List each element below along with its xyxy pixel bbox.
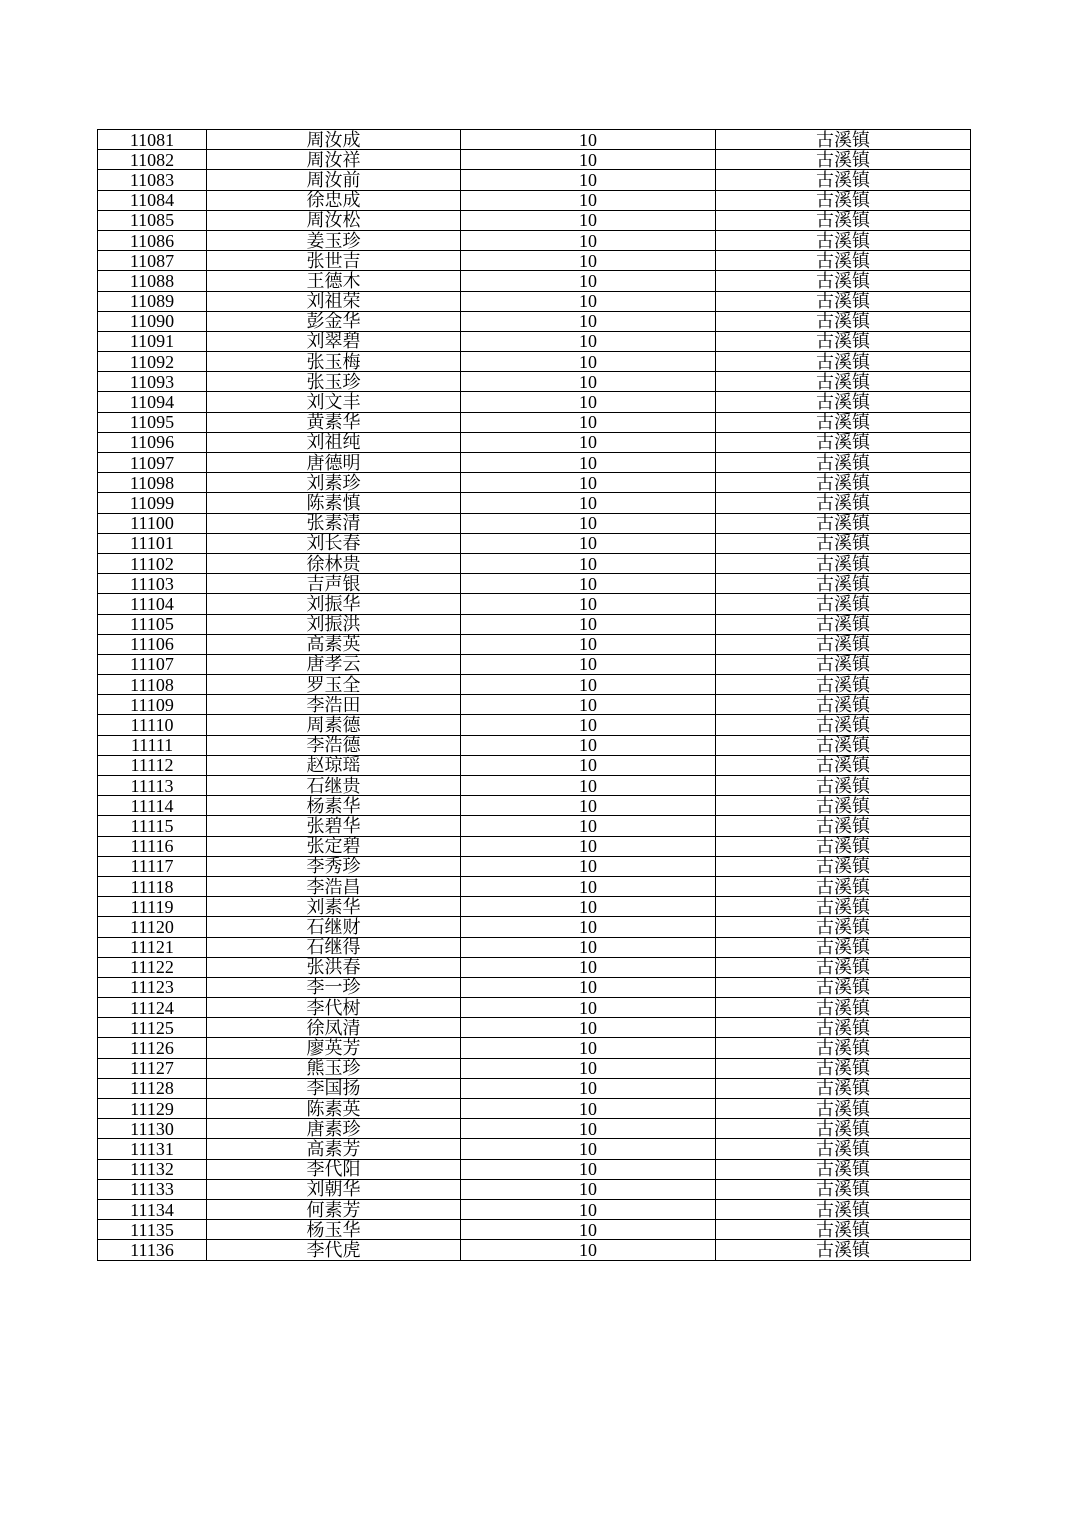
town-cell: 古溪镇 — [716, 1240, 971, 1260]
name-cell: 张世吉 — [207, 251, 461, 271]
town-cell: 古溪镇 — [716, 977, 971, 997]
amount-cell: 10 — [461, 210, 716, 230]
town-cell: 古溪镇 — [716, 796, 971, 816]
town-cell: 古溪镇 — [716, 654, 971, 674]
table-row — [98, 1240, 971, 1260]
town-cell: 古溪镇 — [716, 1199, 971, 1219]
town-cell: 古溪镇 — [716, 876, 971, 896]
name-cell: 刘振华 — [207, 594, 461, 614]
table-row — [98, 1078, 971, 1098]
amount-cell: 10 — [461, 574, 716, 594]
record-number-cell: 11090 — [98, 311, 207, 331]
amount-cell: 10 — [461, 311, 716, 331]
amount-cell: 10 — [461, 776, 716, 796]
amount-cell: 10 — [461, 513, 716, 533]
record-number-cell: 11130 — [98, 1119, 207, 1139]
town-cell: 古溪镇 — [716, 1038, 971, 1058]
record-number-cell: 11128 — [98, 1078, 207, 1098]
record-number-cell: 11106 — [98, 634, 207, 654]
table-row — [98, 735, 971, 755]
table-row — [98, 130, 971, 150]
table-row — [98, 170, 971, 190]
table-row — [98, 453, 971, 473]
table-row — [98, 574, 971, 594]
town-cell: 古溪镇 — [716, 331, 971, 351]
table-row — [98, 1018, 971, 1038]
record-number-cell: 11096 — [98, 432, 207, 452]
town-cell: 古溪镇 — [716, 634, 971, 654]
amount-cell: 10 — [461, 715, 716, 735]
table-row — [98, 493, 971, 513]
amount-cell: 10 — [461, 533, 716, 553]
table-row — [98, 1038, 971, 1058]
amount-cell: 10 — [461, 876, 716, 896]
town-cell: 古溪镇 — [716, 957, 971, 977]
town-cell: 古溪镇 — [716, 816, 971, 836]
record-number-cell: 11086 — [98, 230, 207, 250]
town-cell: 古溪镇 — [716, 291, 971, 311]
name-cell: 唐孝云 — [207, 654, 461, 674]
record-number-cell: 11120 — [98, 917, 207, 937]
town-cell: 古溪镇 — [716, 574, 971, 594]
record-number-cell: 11126 — [98, 1038, 207, 1058]
table-row — [98, 1119, 971, 1139]
table-row — [98, 210, 971, 230]
amount-cell: 10 — [461, 957, 716, 977]
amount-cell: 10 — [461, 331, 716, 351]
amount-cell: 10 — [461, 1018, 716, 1038]
record-number-cell: 11099 — [98, 493, 207, 513]
amount-cell: 10 — [461, 735, 716, 755]
name-cell: 刘朝华 — [207, 1179, 461, 1199]
town-cell: 古溪镇 — [716, 1078, 971, 1098]
table-row — [98, 594, 971, 614]
amount-cell: 10 — [461, 654, 716, 674]
record-number-cell: 11102 — [98, 553, 207, 573]
town-cell: 古溪镇 — [716, 170, 971, 190]
table-row — [98, 614, 971, 634]
town-cell: 古溪镇 — [716, 513, 971, 533]
record-number-cell: 11101 — [98, 533, 207, 553]
table-row — [98, 1058, 971, 1078]
town-cell: 古溪镇 — [716, 1018, 971, 1038]
record-number-cell: 11129 — [98, 1099, 207, 1119]
table-row — [98, 957, 971, 977]
amount-cell: 10 — [461, 675, 716, 695]
name-cell: 石继财 — [207, 917, 461, 937]
name-cell: 刘振洪 — [207, 614, 461, 634]
table-row — [98, 917, 971, 937]
name-cell: 杨玉华 — [207, 1220, 461, 1240]
table-row — [98, 856, 971, 876]
town-cell: 古溪镇 — [716, 553, 971, 573]
name-cell: 张洪春 — [207, 957, 461, 977]
town-cell: 古溪镇 — [716, 1220, 971, 1240]
town-cell: 古溪镇 — [716, 776, 971, 796]
amount-cell: 10 — [461, 372, 716, 392]
town-cell: 古溪镇 — [716, 251, 971, 271]
amount-cell: 10 — [461, 432, 716, 452]
table-row — [98, 190, 971, 210]
name-cell: 姜玉珍 — [207, 230, 461, 250]
town-cell: 古溪镇 — [716, 614, 971, 634]
record-number-cell: 11112 — [98, 755, 207, 775]
name-cell: 吉声银 — [207, 574, 461, 594]
amount-cell: 10 — [461, 998, 716, 1018]
name-cell: 熊玉珍 — [207, 1058, 461, 1078]
table-row — [98, 1139, 971, 1159]
name-cell: 周素德 — [207, 715, 461, 735]
name-cell: 李浩德 — [207, 735, 461, 755]
table-row — [98, 977, 971, 997]
name-cell: 李代虎 — [207, 1240, 461, 1260]
amount-cell: 10 — [461, 392, 716, 412]
name-cell: 周汝前 — [207, 170, 461, 190]
town-cell: 古溪镇 — [716, 372, 971, 392]
town-cell: 古溪镇 — [716, 897, 971, 917]
amount-cell: 10 — [461, 1099, 716, 1119]
amount-cell: 10 — [461, 453, 716, 473]
record-number-cell: 11083 — [98, 170, 207, 190]
amount-cell: 10 — [461, 1240, 716, 1260]
name-cell: 张玉梅 — [207, 352, 461, 372]
town-cell: 古溪镇 — [716, 1119, 971, 1139]
name-cell: 杨素华 — [207, 796, 461, 816]
record-number-cell: 11082 — [98, 150, 207, 170]
amount-cell: 10 — [461, 1220, 716, 1240]
table-row — [98, 836, 971, 856]
table-row — [98, 897, 971, 917]
name-cell: 李浩昌 — [207, 876, 461, 896]
record-number-cell: 11097 — [98, 453, 207, 473]
town-cell: 古溪镇 — [716, 533, 971, 553]
amount-cell: 10 — [461, 1199, 716, 1219]
town-cell: 古溪镇 — [716, 493, 971, 513]
record-number-cell: 11127 — [98, 1058, 207, 1078]
name-cell: 刘祖荣 — [207, 291, 461, 311]
table-row — [98, 876, 971, 896]
town-cell: 古溪镇 — [716, 856, 971, 876]
town-cell: 古溪镇 — [716, 190, 971, 210]
table-row — [98, 998, 971, 1018]
amount-cell: 10 — [461, 917, 716, 937]
table-row — [98, 776, 971, 796]
town-cell: 古溪镇 — [716, 937, 971, 957]
amount-cell: 10 — [461, 1078, 716, 1098]
town-cell: 古溪镇 — [716, 836, 971, 856]
record-number-cell: 11123 — [98, 977, 207, 997]
amount-cell: 10 — [461, 190, 716, 210]
amount-cell: 10 — [461, 897, 716, 917]
name-cell: 周汝松 — [207, 210, 461, 230]
name-cell: 石继贵 — [207, 776, 461, 796]
table-row — [98, 372, 971, 392]
name-cell: 徐忠成 — [207, 190, 461, 210]
record-number-cell: 11116 — [98, 836, 207, 856]
table-row — [98, 654, 971, 674]
amount-cell: 10 — [461, 251, 716, 271]
town-cell: 古溪镇 — [716, 210, 971, 230]
name-cell: 李代树 — [207, 998, 461, 1018]
name-cell: 刘素华 — [207, 897, 461, 917]
town-cell: 古溪镇 — [716, 271, 971, 291]
name-cell: 周汝成 — [207, 130, 461, 150]
name-cell: 李秀珍 — [207, 856, 461, 876]
record-number-cell: 11119 — [98, 897, 207, 917]
table-row — [98, 311, 971, 331]
town-cell: 古溪镇 — [716, 1139, 971, 1159]
name-cell: 何素芳 — [207, 1199, 461, 1219]
amount-cell: 10 — [461, 412, 716, 432]
record-number-cell: 11109 — [98, 695, 207, 715]
table-row — [98, 695, 971, 715]
town-cell: 古溪镇 — [716, 311, 971, 331]
amount-cell: 10 — [461, 170, 716, 190]
town-cell: 古溪镇 — [716, 392, 971, 412]
name-cell: 唐素珍 — [207, 1119, 461, 1139]
amount-cell: 10 — [461, 1058, 716, 1078]
record-number-cell: 11081 — [98, 130, 207, 150]
amount-cell: 10 — [461, 856, 716, 876]
table-row — [98, 1199, 971, 1219]
town-cell: 古溪镇 — [716, 695, 971, 715]
table-row — [98, 1220, 971, 1240]
amount-cell: 10 — [461, 816, 716, 836]
name-cell: 刘翠碧 — [207, 331, 461, 351]
town-cell: 古溪镇 — [716, 130, 971, 150]
name-cell: 周汝祥 — [207, 150, 461, 170]
record-number-cell: 11094 — [98, 392, 207, 412]
town-cell: 古溪镇 — [716, 1159, 971, 1179]
amount-cell: 10 — [461, 594, 716, 614]
record-number-cell: 11115 — [98, 816, 207, 836]
record-number-cell: 11121 — [98, 937, 207, 957]
table-row — [98, 675, 971, 695]
record-number-cell: 11098 — [98, 473, 207, 493]
table-row — [98, 553, 971, 573]
record-number-cell: 11104 — [98, 594, 207, 614]
record-number-cell: 11105 — [98, 614, 207, 634]
amount-cell: 10 — [461, 836, 716, 856]
amount-cell: 10 — [461, 291, 716, 311]
amount-cell: 10 — [461, 1159, 716, 1179]
name-cell: 刘素珍 — [207, 473, 461, 493]
amount-cell: 10 — [461, 1179, 716, 1199]
record-number-cell: 11117 — [98, 856, 207, 876]
record-number-cell: 11089 — [98, 291, 207, 311]
table-row — [98, 533, 971, 553]
town-cell: 古溪镇 — [716, 675, 971, 695]
town-cell: 古溪镇 — [716, 473, 971, 493]
table-row — [98, 432, 971, 452]
table-row — [98, 513, 971, 533]
name-cell: 张碧华 — [207, 816, 461, 836]
table-row — [98, 1099, 971, 1119]
amount-cell: 10 — [461, 271, 716, 291]
amount-cell: 10 — [461, 977, 716, 997]
records-table — [97, 129, 971, 1261]
name-cell: 陈素英 — [207, 1099, 461, 1119]
town-cell: 古溪镇 — [716, 1099, 971, 1119]
record-number-cell: 11132 — [98, 1159, 207, 1179]
town-cell: 古溪镇 — [716, 453, 971, 473]
town-cell: 古溪镇 — [716, 917, 971, 937]
table-row — [98, 291, 971, 311]
town-cell: 古溪镇 — [716, 150, 971, 170]
town-cell: 古溪镇 — [716, 352, 971, 372]
record-number-cell: 11108 — [98, 675, 207, 695]
table-row — [98, 412, 971, 432]
table-row — [98, 755, 971, 775]
record-number-cell: 11114 — [98, 796, 207, 816]
record-number-cell: 11124 — [98, 998, 207, 1018]
table-row — [98, 1179, 971, 1199]
name-cell: 石继得 — [207, 937, 461, 957]
table-row — [98, 392, 971, 412]
amount-cell: 10 — [461, 473, 716, 493]
record-number-cell: 11118 — [98, 876, 207, 896]
town-cell: 古溪镇 — [716, 998, 971, 1018]
table-row — [98, 251, 971, 271]
record-number-cell: 11113 — [98, 776, 207, 796]
record-number-cell: 11088 — [98, 271, 207, 291]
record-number-cell: 11093 — [98, 372, 207, 392]
name-cell: 李国扬 — [207, 1078, 461, 1098]
amount-cell: 10 — [461, 230, 716, 250]
amount-cell: 10 — [461, 1139, 716, 1159]
name-cell: 黄素华 — [207, 412, 461, 432]
name-cell: 彭金华 — [207, 311, 461, 331]
record-number-cell: 11084 — [98, 190, 207, 210]
name-cell: 唐德明 — [207, 453, 461, 473]
table-row — [98, 473, 971, 493]
amount-cell: 10 — [461, 352, 716, 372]
name-cell: 刘文丰 — [207, 392, 461, 412]
table-row — [98, 352, 971, 372]
name-cell: 李一珍 — [207, 977, 461, 997]
table-row — [98, 937, 971, 957]
record-number-cell: 11085 — [98, 210, 207, 230]
amount-cell: 10 — [461, 695, 716, 715]
amount-cell: 10 — [461, 796, 716, 816]
table-row — [98, 1159, 971, 1179]
name-cell: 高素英 — [207, 634, 461, 654]
amount-cell: 10 — [461, 130, 716, 150]
table-row — [98, 271, 971, 291]
amount-cell: 10 — [461, 1119, 716, 1139]
name-cell: 陈素慎 — [207, 493, 461, 513]
town-cell: 古溪镇 — [716, 755, 971, 775]
table-row — [98, 331, 971, 351]
town-cell: 古溪镇 — [716, 230, 971, 250]
record-number-cell: 11103 — [98, 574, 207, 594]
record-number-cell: 11100 — [98, 513, 207, 533]
records-table-body — [98, 130, 971, 1261]
table-row — [98, 634, 971, 654]
name-cell: 李代阳 — [207, 1159, 461, 1179]
town-cell: 古溪镇 — [716, 432, 971, 452]
record-number-cell: 11134 — [98, 1199, 207, 1219]
table-row — [98, 816, 971, 836]
name-cell: 高素芳 — [207, 1139, 461, 1159]
town-cell: 古溪镇 — [716, 1179, 971, 1199]
amount-cell: 10 — [461, 755, 716, 775]
record-number-cell: 11087 — [98, 251, 207, 271]
name-cell: 徐凤清 — [207, 1018, 461, 1038]
name-cell: 张玉珍 — [207, 372, 461, 392]
record-number-cell: 11133 — [98, 1179, 207, 1199]
record-number-cell: 11111 — [98, 735, 207, 755]
name-cell: 廖英芳 — [207, 1038, 461, 1058]
record-number-cell: 11136 — [98, 1240, 207, 1260]
table-row — [98, 796, 971, 816]
table-row — [98, 715, 971, 735]
name-cell: 张定碧 — [207, 836, 461, 856]
amount-cell: 10 — [461, 553, 716, 573]
record-number-cell: 11131 — [98, 1139, 207, 1159]
record-number-cell: 11107 — [98, 654, 207, 674]
record-number-cell: 11110 — [98, 715, 207, 735]
table-row — [98, 230, 971, 250]
table-row — [98, 150, 971, 170]
amount-cell: 10 — [461, 1038, 716, 1058]
name-cell: 赵琼瑶 — [207, 755, 461, 775]
amount-cell: 10 — [461, 634, 716, 654]
name-cell: 张素清 — [207, 513, 461, 533]
record-number-cell: 11125 — [98, 1018, 207, 1038]
amount-cell: 10 — [461, 150, 716, 170]
town-cell: 古溪镇 — [716, 735, 971, 755]
record-number-cell: 11091 — [98, 331, 207, 351]
name-cell: 罗玉全 — [207, 675, 461, 695]
name-cell: 徐林贵 — [207, 553, 461, 573]
name-cell: 刘祖纯 — [207, 432, 461, 452]
town-cell: 古溪镇 — [716, 715, 971, 735]
amount-cell: 10 — [461, 614, 716, 634]
record-number-cell: 11092 — [98, 352, 207, 372]
amount-cell: 10 — [461, 493, 716, 513]
record-number-cell: 11135 — [98, 1220, 207, 1240]
record-number-cell: 11095 — [98, 412, 207, 432]
name-cell: 刘长春 — [207, 533, 461, 553]
town-cell: 古溪镇 — [716, 412, 971, 432]
amount-cell: 10 — [461, 937, 716, 957]
town-cell: 古溪镇 — [716, 1058, 971, 1078]
name-cell: 李浩田 — [207, 695, 461, 715]
town-cell: 古溪镇 — [716, 594, 971, 614]
record-number-cell: 11122 — [98, 957, 207, 977]
name-cell: 王德木 — [207, 271, 461, 291]
